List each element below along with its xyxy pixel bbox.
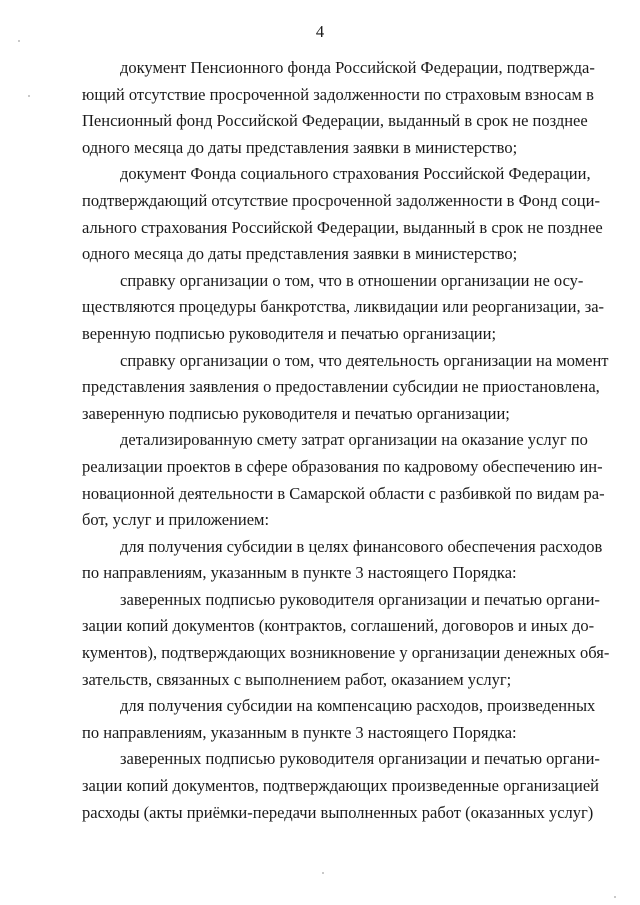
text-line: документ Пенсионного фонда Российской Федерации, подтвержда- bbox=[120, 58, 595, 77]
text-line: новационной деятельности в Самарской области с разбивкой по видам ра- bbox=[82, 483, 605, 503]
text-line: зательств, связанных с выполнением работ, оказанием услуг; bbox=[82, 669, 512, 689]
text-line: одного месяца до даты представления заявки в министерство; bbox=[82, 137, 518, 157]
document-body bbox=[82, 55, 610, 826]
text-line: Пенсионный фонд Российской Федерации, выданный в срок не позднее bbox=[82, 111, 588, 131]
page-number: 4 bbox=[315, 22, 325, 41]
scan-speck bbox=[322, 872, 324, 874]
paragraph bbox=[82, 268, 605, 348]
text-line: одного месяца до даты представления заявки в министерство; bbox=[82, 244, 518, 264]
paragraph bbox=[82, 55, 595, 161]
text-line: бот, услуг и приложением: bbox=[82, 510, 270, 530]
text-line: подтверждающий отсутствие просроченной задолженности в Фонд соци- bbox=[82, 190, 600, 210]
text-line: зации копий документов (контрактов, соглашений, договоров и иных до- bbox=[82, 616, 595, 636]
text-line: реализации проектов в сфере образования по кадровому обеспечению ин- bbox=[82, 456, 603, 476]
text-line: для получения субсидии на компенсацию расходов, произведенных bbox=[120, 696, 596, 716]
paragraph bbox=[82, 693, 596, 746]
paragraph bbox=[82, 587, 610, 693]
text-line: заверенных подписью руководителя организации и печатью органи- bbox=[120, 749, 600, 769]
text-line: для получения субсидии в целях финансового обеспечения расходов bbox=[120, 536, 603, 556]
text-line: ющий отсутствие просроченной задолженности по страховым взносам в bbox=[82, 84, 594, 104]
scan-speck bbox=[28, 95, 30, 97]
text-line: справку организации о том, что в отношении организации не осу- bbox=[120, 270, 584, 290]
text-line: ального страхования Российской Федерации, выданный в срок не позднее bbox=[82, 217, 603, 237]
paragraph bbox=[82, 534, 603, 587]
paragraph bbox=[82, 427, 605, 533]
text-line: по направлениям, указанным в пункте 3 настоящего Порядка: bbox=[82, 722, 517, 742]
text-line: заверенную подписью руководителя и печатью организации; bbox=[82, 403, 510, 423]
text-line: представления заявления о предоставлении субсидии не приостановлена, bbox=[82, 377, 600, 397]
text-line: по направлениям, указанным в пункте 3 настоящего Порядка: bbox=[82, 563, 517, 583]
text-line: веренную подписью руководителя и печатью организации; bbox=[82, 323, 497, 343]
scan-speck bbox=[614, 896, 616, 898]
text-line: детализированную смету затрат организации на оказание услуг по bbox=[120, 430, 588, 450]
paragraph bbox=[82, 348, 609, 428]
text-line: зации копий документов, подтверждающих произведенные организацией bbox=[82, 776, 599, 796]
text-line: документ Фонда социального страхования Российской Федерации, bbox=[120, 164, 591, 184]
text-line: кументов), подтверждающих возникновение у организации денежных обя- bbox=[82, 643, 610, 663]
text-line: заверенных подписью руководителя организации и печатью органи- bbox=[120, 589, 600, 609]
text-line: справку организации о том, что деятельность организации на момент bbox=[120, 350, 609, 370]
text-line: ществляются процедуры банкротства, ликвидации или реорганизации, за- bbox=[82, 297, 605, 317]
text-line: расходы (акты приёмки-передачи выполненных работ (оказанных услуг) bbox=[82, 802, 594, 822]
paragraph bbox=[82, 161, 603, 267]
paragraph bbox=[82, 746, 600, 826]
